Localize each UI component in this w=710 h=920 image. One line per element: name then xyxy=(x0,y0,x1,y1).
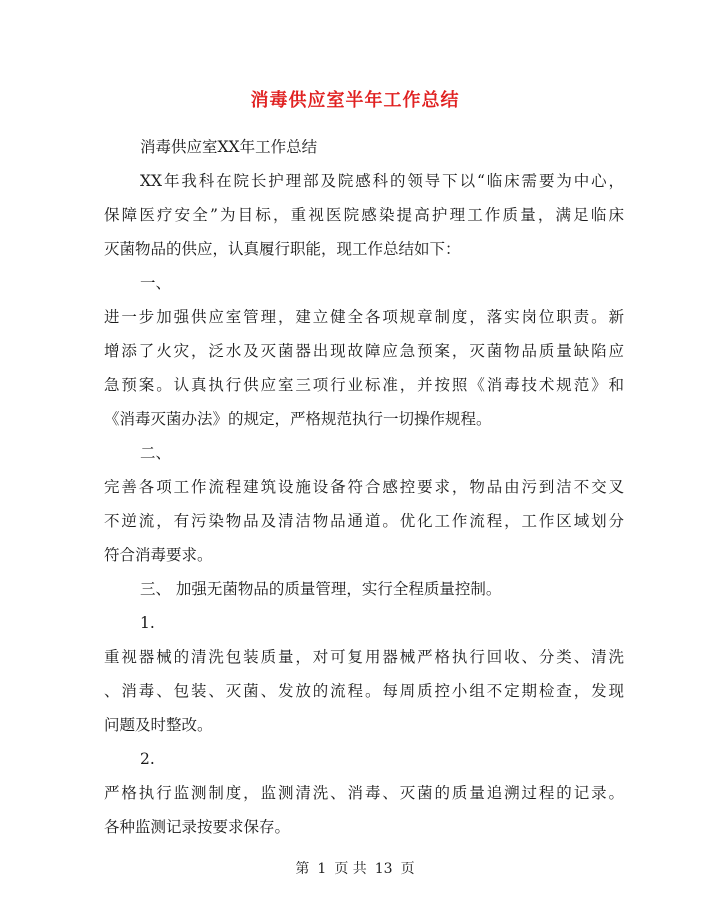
paragraph-line: 《消毒灭菌办法》的规定，严格规范执行一切操作规程。 xyxy=(104,410,492,428)
paragraph-line: 严格执行监测制度，监测清洗、消毒、灭菌的质量追溯过程的记录。 xyxy=(104,784,624,802)
paragraph xyxy=(104,776,624,844)
paragraph-line: 二、 xyxy=(140,444,172,462)
footer-total-pages: 13 xyxy=(374,861,393,877)
paragraph xyxy=(104,164,624,266)
paragraph-line: 、消毒、包装、灭菌、发放的流程。每周质控小组不定期检查，发现 xyxy=(104,682,624,700)
page-title: 消毒供应室半年工作总结 xyxy=(250,90,460,111)
paragraph-line: 不逆流，有污染物品及清洁物品通道。优化工作流程，工作区域划分 xyxy=(104,512,624,530)
paragraph-line: 消毒供应室XX年工作总结 xyxy=(140,138,318,156)
paragraph-line: 急预案。认真执行供应室三项行业标准，并按照《消毒技术规范》和 xyxy=(104,376,624,394)
paragraph xyxy=(104,436,624,470)
paragraph-line: 问题及时整改。 xyxy=(104,716,213,734)
paragraph xyxy=(104,470,624,572)
footer-prefix: 第 xyxy=(295,861,310,877)
paragraph-line: 各种监测记录按要求保存。 xyxy=(104,818,291,836)
paragraph xyxy=(104,742,624,776)
paragraph-line: 进一步加强供应室管理，建立健全各项规章制度，落实岗位职责。新 xyxy=(104,308,624,326)
paragraph-line: 2. xyxy=(140,750,155,768)
footer-suffix: 页 xyxy=(400,861,415,877)
page-footer xyxy=(0,858,710,878)
paragraph-line: 保障医疗安全”为目标，重视医院感染提高护理工作质量，满足临床 xyxy=(104,206,624,224)
paragraph-line: 增添了火灾，泛水及灭菌器出现故障应急预案，灭菌物品质量缺陷应 xyxy=(104,342,624,360)
paragraph xyxy=(104,606,624,640)
paragraph xyxy=(104,130,624,164)
paragraph xyxy=(104,300,624,436)
paragraph-line: 完善各项工作流程建筑设施设备符合感控要求，物品由污到洁不交叉 xyxy=(104,478,624,496)
footer-middle: 页 共 xyxy=(334,861,367,877)
paragraph xyxy=(104,572,624,606)
document-body xyxy=(104,130,624,844)
paragraph-line: 重视器械的清洗包装质量，对可复用器械严格执行回收、分类、清洗 xyxy=(104,648,624,666)
paragraph-line: 灭菌物品的供应，认真履行职能，现工作总结如下： xyxy=(104,240,461,258)
paragraph-line: 三、 加强无菌物品的质量管理，实行全程质量控制。 xyxy=(140,580,502,598)
paragraph-line: 1. xyxy=(140,614,155,632)
paragraph-line: 一、 xyxy=(140,274,172,292)
paragraph-line: XX年我科在院长护理部及院感科的领导下以“临床需要为中心， xyxy=(140,172,624,190)
paragraph xyxy=(104,266,624,300)
paragraph xyxy=(104,640,624,742)
paragraph-line: 符合消毒要求。 xyxy=(104,546,213,564)
footer-page-number: 1 xyxy=(317,861,327,877)
